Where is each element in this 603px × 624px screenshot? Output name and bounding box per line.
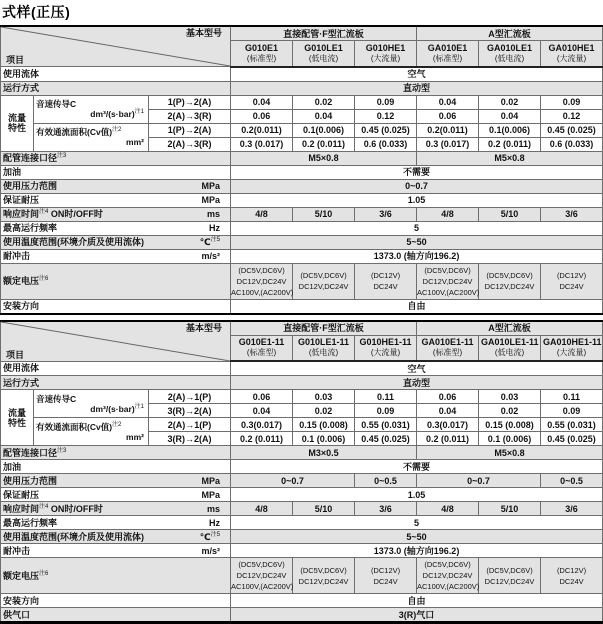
flow-group-label: 流量 特性 [1,95,34,151]
spec-value: 0.04 [231,95,293,109]
spec-value: 0.02 [479,404,541,418]
spec-value: 0.04 [479,109,541,123]
model-header [231,335,293,361]
spec-row [1,95,603,109]
flow-direction-label: 2(A)→3(R) [149,109,231,123]
model-type: (大流量) [543,54,600,64]
header-corner-cell [1,26,231,67]
row-unit: m/s² [202,546,229,556]
model-type: (大流量) [543,348,600,358]
spec-value: 空气 [231,361,603,376]
spec-value: 空气 [231,67,603,82]
model-type: (低电流) [481,348,538,358]
corner-label-item: 项目 [6,350,24,360]
spec-table-bottom [0,320,603,624]
spec-value: 0.45 (0.025) [355,123,417,137]
spec-value: M5×0.8 [417,446,603,460]
spec-value: 0.06 [231,109,293,123]
spec-value: 0.06 [417,109,479,123]
model-code: GA010E1 [419,43,476,54]
model-header [541,41,603,67]
flow-direction-label: 2(A)→3(R) [149,137,231,151]
spec-value: 0.3 (0.017) [231,137,293,151]
note-ref: 注5 [211,237,220,243]
row-unit: ℃$^{注5}$ [200,237,228,247]
spec-value: 0.15 (0.008) [479,418,541,432]
row-label: 额定电压$^{注6}$ [1,558,231,594]
spec-value: 0.02 [293,404,355,418]
flow-direction-label: 1(P)→2(A) [149,123,231,137]
row-label: 安装方向 [1,299,231,314]
note-ref: 注1 [135,109,144,115]
model-header [293,41,355,67]
spec-row [1,516,603,530]
spec-value: 0.6 (0.033) [541,137,603,151]
spec-value: 0~0.5 [541,474,603,488]
flow-metric-label: 有效通流面积(Cv值)$^{注2}$ mm² [34,418,149,446]
corner-label-basic-model: 基本型号 [186,323,222,333]
spec-value: (DC5V,DC6V) DC12V,DC24V AC100V,(AC200V) [417,263,479,299]
row-unit: ℃$^{注5}$ [200,532,228,542]
spec-value: 直动型 [231,376,603,390]
spec-row [1,446,603,460]
note-ref: 注6 [39,276,48,282]
model-group-header: A型汇流板 [417,26,603,41]
header-group-row [1,26,603,41]
note-ref: 注3 [57,448,66,454]
row-label: 耐冲击 m/s² [1,249,231,263]
note-ref: 注5 [211,532,220,538]
header-corner-cell [1,321,231,362]
spec-value: 3(R)气口 [231,608,603,623]
spec-value: (DC5V,DC6V) DC12V,DC24V [293,263,355,299]
spec-value: 0.1 (0.006) [293,432,355,446]
row-label: 耐冲击 m/s² [1,544,231,558]
spec-value: 0.04 [417,95,479,109]
row-label: 供气口 [1,608,231,623]
note-ref: 注2 [112,422,121,428]
spec-value: M5×0.8 [231,151,417,165]
spec-row [1,67,603,82]
spec-value: 0.45 (0.025) [541,123,603,137]
model-group-header: 直接配管·F型汇流板 [231,26,417,41]
spec-value: 0.2 (0.011) [231,432,293,446]
spec-value: (DC5V,DC6V) DC12V,DC24V AC100V,(AC200V) [417,558,479,594]
spec-value: 0.1 (0.006) [479,432,541,446]
spec-row [1,608,603,623]
row-label: 保证耐压 MPa [1,193,231,207]
row-unit: MPa [202,181,229,191]
flow-direction-label: 2(A)→1(P) [149,418,231,432]
corner-label-basic-model: 基本型号 [186,28,222,38]
spec-value: 0.11 [541,390,603,404]
flow-direction-label: 1(P)→2(A) [149,95,231,109]
spec-value: M3×0.5 [231,446,417,460]
spec-value: (DC12V) DC24V [355,558,417,594]
spec-row [1,502,603,516]
spec-value: 0.02 [293,95,355,109]
row-label: 使用流体 [1,361,231,376]
flow-direction-label: 3(R)→2(A) [149,404,231,418]
model-type: (标准型) [419,348,476,358]
spec-value: 0.06 [417,390,479,404]
model-type: (低电流) [295,348,352,358]
model-type: (大流量) [357,348,414,358]
spec-value: 0.02 [479,95,541,109]
spec-value: 自由 [231,299,603,314]
spec-value: 0.3 (0.017) [417,137,479,151]
spec-value: 0~0.5 [355,474,417,488]
model-code: GA010LE1 [481,43,538,54]
spec-row [1,207,603,221]
spec-value: 0.03 [293,390,355,404]
spec-value: 0.45 (0.025) [355,432,417,446]
row-unit: ms [207,209,228,219]
spec-value: 0.6 (0.033) [355,137,417,151]
spec-row [1,558,603,594]
model-header [541,335,603,361]
spec-value: 0~0.7 [417,474,541,488]
model-header [417,41,479,67]
spec-value: 不需要 [231,460,603,474]
page-title: 式样(正压) [2,2,602,22]
model-header [231,41,293,67]
spec-value: 1.05 [231,193,603,207]
flow-direction-label: 2(A)→1(P) [149,390,231,404]
spec-value: 0.09 [355,404,417,418]
header-group-row [1,321,603,336]
spec-value: 0.2 (0.011) [293,137,355,151]
model-type: (标准型) [233,54,290,64]
model-code: GA010HE1-11 [543,337,600,348]
spec-value: 0~0.7 [231,474,355,488]
row-label: 运行方式 [1,376,231,390]
model-code: G010LE1 [295,43,352,54]
row-unit: MPa [202,476,229,486]
spec-value: 0.1(0.006) [479,123,541,137]
spec-value: 5~50 [231,530,603,544]
spec-table-top-body [1,26,603,314]
spec-row [1,221,603,235]
spec-value: 0.55 (0.031) [355,418,417,432]
spec-row [1,594,603,608]
model-code: G010LE1-11 [295,337,352,348]
row-unit: m/s² [202,251,229,261]
row-label: 安装方向 [1,594,231,608]
spec-value: 0.04 [293,109,355,123]
spec-value: 3/6 [355,502,417,516]
row-label: 使用温度范围(环境介质及使用流体) ℃$^{注5}$ [1,235,231,249]
spec-value: (DC5V,DC6V) DC12V,DC24V [479,558,541,594]
spec-value: (DC5V,DC6V) DC12V,DC24V [479,263,541,299]
spec-row [1,151,603,165]
spec-value: 0.09 [355,95,417,109]
spec-value: 0.06 [231,390,293,404]
row-label: 响应时间$^{注4}$ ON时/OFF时 ms [1,207,231,221]
spec-value: 0.2 (0.011) [417,432,479,446]
row-label: 配管连接口径$^{注3}$ [1,151,231,165]
model-header [417,335,479,361]
spec-table-bottom-body [1,321,603,623]
model-type: (标准型) [233,348,290,358]
spec-value: 5/10 [293,207,355,221]
spec-value: (DC5V,DC6V) DC12V,DC24V AC100V,(AC200V) [231,558,293,594]
spec-value: 4/8 [417,207,479,221]
spec-row [1,474,603,488]
spec-value: 5 [231,221,603,235]
note-ref: 注1 [135,404,144,410]
spec-value: 0.04 [417,404,479,418]
spec-row [1,235,603,249]
row-label: 使用压力范围 MPa [1,179,231,193]
spec-value: 不需要 [231,165,603,179]
note-ref: 注3 [57,153,66,159]
spec-value: 0.3(0.017) [231,418,293,432]
spec-row [1,488,603,502]
model-code: G010E1 [233,43,290,54]
flow-group-label: 流量 特性 [1,390,34,446]
spec-value: 5~50 [231,235,603,249]
row-label: 加油 [1,165,231,179]
spec-row [1,123,603,137]
row-label: 加油 [1,460,231,474]
spec-value: 5/10 [479,207,541,221]
spec-value: 0.15 (0.008) [293,418,355,432]
model-header [355,335,417,361]
model-code: G010E1-11 [233,337,290,348]
spec-row [1,193,603,207]
spec-row [1,530,603,544]
spec-value: 1.05 [231,488,603,502]
spec-value: 4/8 [231,502,293,516]
row-label: 使用温度范围(环境介质及使用流体) ℃$^{注5}$ [1,530,231,544]
model-type: (低电流) [295,54,352,64]
spec-value: 0.3(0.017) [417,418,479,432]
flow-direction-label: 3(R)→2(A) [149,432,231,446]
spec-row [1,179,603,193]
row-label: 最高运行频率 Hz [1,516,231,530]
model-group-header: 直接配管·F型汇流板 [231,321,417,336]
spec-value: (DC5V,DC6V) DC12V,DC24V [293,558,355,594]
model-group-header: A型汇流板 [417,321,603,336]
spec-value: 5/10 [479,502,541,516]
spec-value: 0.45 (0.025) [541,432,603,446]
row-label: 额定电压$^{注6}$ [1,263,231,299]
spec-row [1,249,603,263]
model-code: G010HE1-11 [357,337,414,348]
row-unit: MPa [202,195,229,205]
model-code: GA010LE1-11 [481,337,538,348]
note-ref: 注2 [112,127,121,133]
spec-value: 4/8 [417,502,479,516]
spec-value: 1373.0 (轴方向196.2) [231,544,603,558]
spec-row [1,460,603,474]
spec-row [1,376,603,390]
spec-value: 0.03 [479,390,541,404]
spec-value: 0.2 (0.011) [479,137,541,151]
spec-value: 3/6 [541,207,603,221]
row-label: 使用流体 [1,67,231,82]
spec-value: 3/6 [355,207,417,221]
spec-value: 直动型 [231,81,603,95]
spec-row [1,390,603,404]
spec-row [1,544,603,558]
flow-metric-label: 音速传导C dm³/(s·bar)$^{注1}$ [34,95,149,123]
spec-value: 3/6 [541,502,603,516]
spec-value: 自由 [231,594,603,608]
spec-value: 1373.0 (轴方向196.2) [231,249,603,263]
model-code: GA010E1-11 [419,337,476,348]
row-label: 使用压力范围 MPa [1,474,231,488]
model-type: (大流量) [357,54,414,64]
spec-value: 4/8 [231,207,293,221]
spec-value: 5/10 [293,502,355,516]
spec-value: (DC12V) DC24V [355,263,417,299]
spec-value: 0.12 [541,109,603,123]
row-label: 最高运行频率 Hz [1,221,231,235]
spec-value: 0.2(0.011) [231,123,293,137]
spec-value: 5 [231,516,603,530]
spec-value: 0.1(0.006) [293,123,355,137]
row-label: 响应时间$^{注4}$ ON时/OFF时 ms [1,502,231,516]
spec-value: 0.09 [541,95,603,109]
spec-row [1,361,603,376]
model-type: (低电流) [481,54,538,64]
flow-metric-label: 有效通流面积(Cv值)$^{注2}$ mm² [34,123,149,151]
spec-value: 0.09 [541,404,603,418]
note-ref: 注6 [39,571,48,577]
spec-row [1,165,603,179]
row-unit: Hz [209,223,228,233]
spec-row [1,299,603,314]
row-unit: Hz [209,518,228,528]
row-label: 配管连接口径$^{注3}$ [1,446,231,460]
spec-row [1,418,603,432]
model-header [479,41,541,67]
model-type: (标准型) [419,54,476,64]
flow-metric-label: 音速传导C dm³/(s·bar)$^{注1}$ [34,390,149,418]
spec-value: (DC12V) DC24V [541,558,603,594]
row-unit: ms [207,504,228,514]
spec-value: (DC5V,DC6V) DC12V,DC24V AC100V,(AC200V) [231,263,293,299]
corner-label-item: 项目 [6,55,24,65]
note-ref: 注4 [39,209,48,215]
row-unit: MPa [202,490,229,500]
note-ref: 注4 [39,504,48,510]
spec-value: 0.12 [355,109,417,123]
spec-value: 0.04 [231,404,293,418]
model-code: G010HE1 [357,43,414,54]
row-label: 保证耐压 MPa [1,488,231,502]
spec-value: M5×0.8 [417,151,603,165]
spec-value: 0.55 (0.031) [541,418,603,432]
spec-value: 0~0.7 [231,179,603,193]
spec-value: 0.11 [355,390,417,404]
spec-row [1,81,603,95]
model-header [293,335,355,361]
spec-value: 0.2(0.011) [417,123,479,137]
row-label: 运行方式 [1,81,231,95]
spec-row [1,263,603,299]
spec-value: (DC12V) DC24V [541,263,603,299]
model-header [479,335,541,361]
model-code: GA010HE1 [543,43,600,54]
model-header [355,41,417,67]
spec-table-top [0,25,603,315]
